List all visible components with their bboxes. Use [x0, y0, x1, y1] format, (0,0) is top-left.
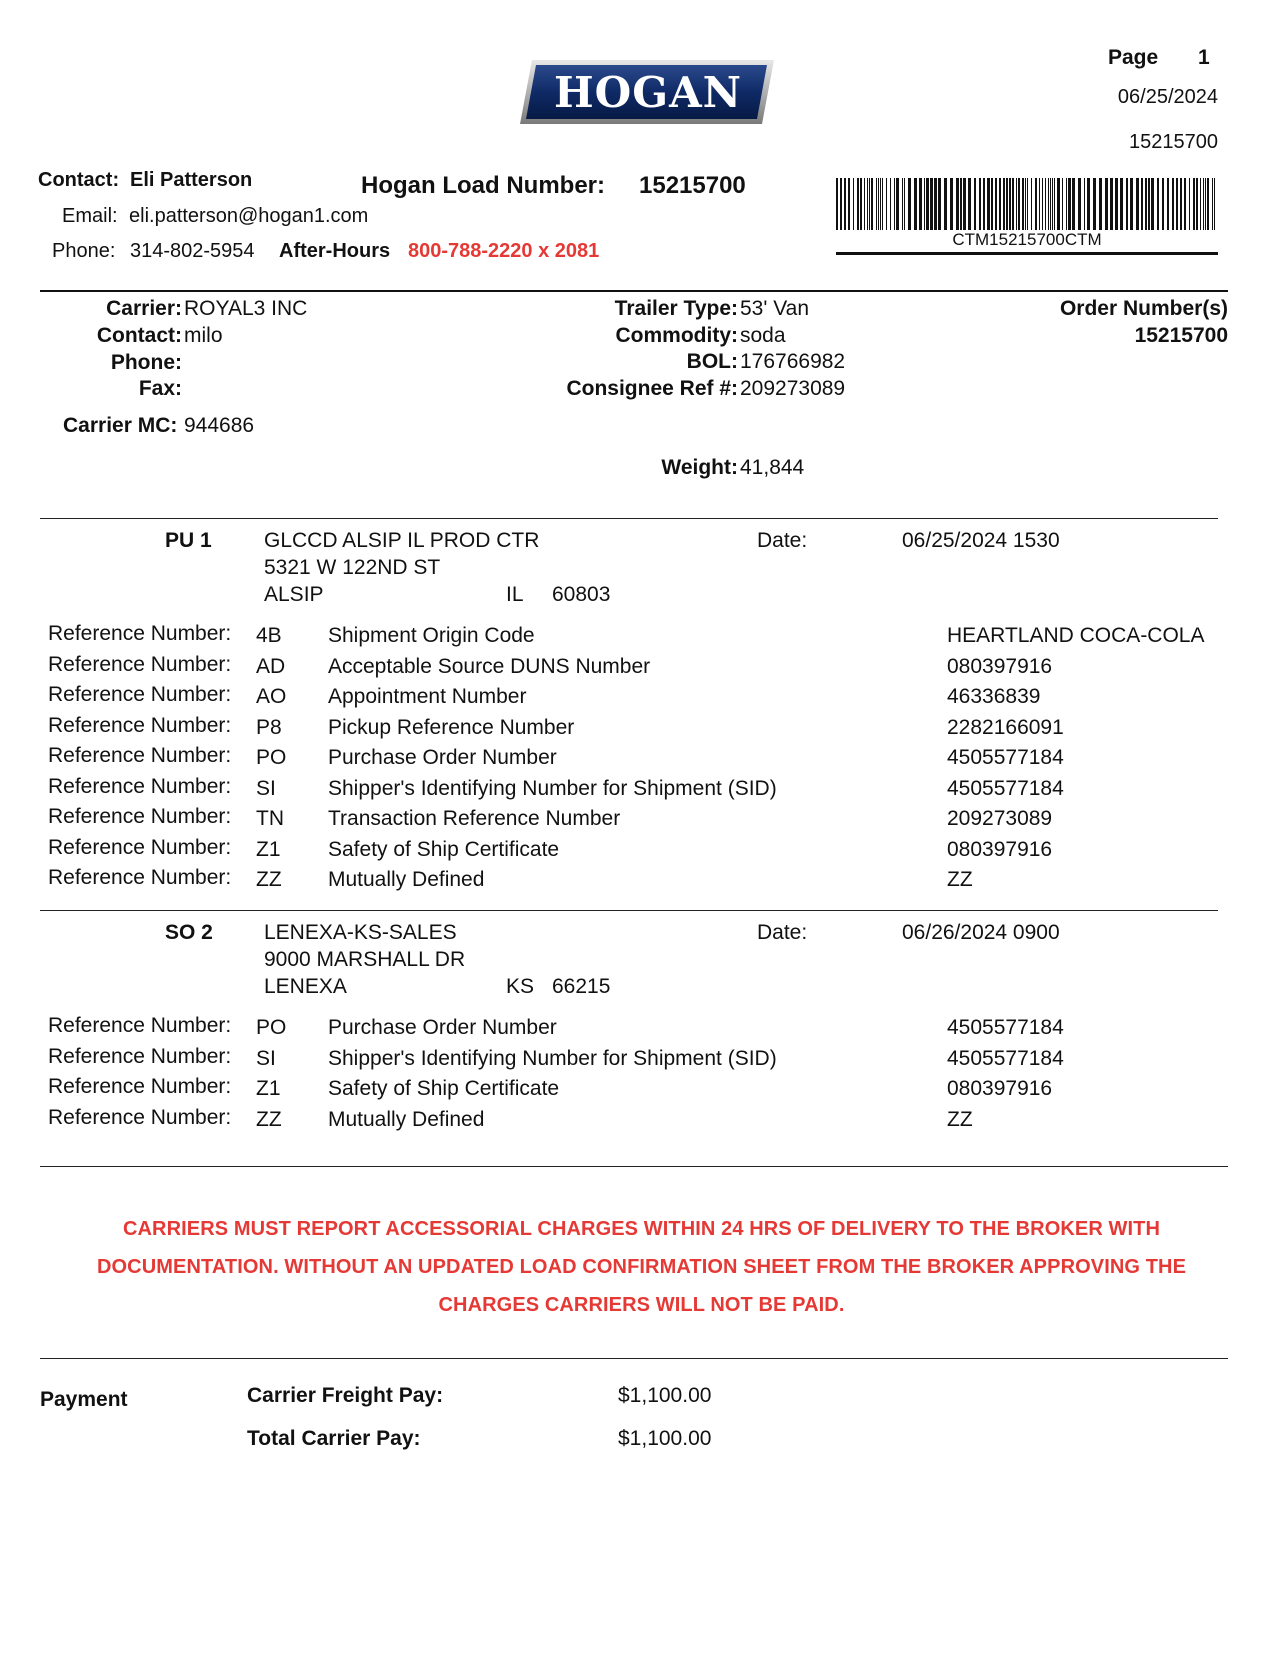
barcode-bar	[1072, 178, 1075, 230]
reference-description: Transaction Reference Number	[328, 807, 621, 830]
reference-row	[0, 1044, 1283, 1077]
barcode-bar	[938, 178, 941, 230]
barcode-bar	[1035, 178, 1037, 230]
stop-date-value: 06/25/2024 1530	[902, 529, 1060, 552]
reference-row	[0, 1077, 1283, 1107]
contact-label: Contact:	[38, 169, 120, 191]
carrier-value: ROYAL3 INC	[184, 297, 308, 320]
reference-row	[0, 652, 1283, 685]
barcode-bar	[1087, 178, 1090, 230]
barcode-bar	[987, 178, 990, 230]
barcode-bar	[1126, 178, 1128, 230]
reference-row	[0, 774, 1283, 807]
bol-value: 176766982	[740, 350, 846, 373]
barcode-bar	[1180, 178, 1182, 230]
barcode-bar	[853, 178, 854, 230]
barcode-bar	[1145, 178, 1147, 230]
barcode-bar	[930, 178, 933, 230]
reference-code: AO	[256, 685, 287, 708]
reference-code: ZZ	[256, 1107, 282, 1131]
reference-code: Z1	[256, 1077, 281, 1100]
reference-code: PO	[256, 746, 287, 769]
after-hours-label: After-Hours	[279, 240, 391, 262]
barcode-bar	[999, 178, 1001, 230]
barcode-bar	[1196, 178, 1198, 230]
barcode-bar	[867, 178, 868, 230]
barcode-bar	[1167, 178, 1169, 230]
barcode-bar	[1050, 178, 1051, 230]
reference-value: 46336839	[947, 685, 1041, 708]
barcode-bar	[919, 178, 922, 230]
barcode-bar	[864, 178, 865, 230]
reference-code: 4B	[256, 624, 282, 647]
email-label: Email:	[62, 205, 118, 227]
reference-row	[0, 624, 1283, 654]
reference-code: AD	[256, 654, 286, 678]
barcode-bar	[991, 178, 993, 230]
stop-city: LENEXA	[264, 975, 347, 998]
total-pay-value: $1,100.00	[618, 1427, 712, 1450]
barcode-bar	[1141, 178, 1143, 230]
reference-code: ZZ	[256, 868, 282, 891]
barcode-bar	[1066, 178, 1067, 230]
reference-description: Safety of Ship Certificate	[328, 1077, 560, 1100]
barcode-bar	[950, 178, 953, 230]
barcode-bar	[1176, 178, 1178, 230]
weight-value: 41,844	[740, 456, 805, 479]
reference-row	[0, 713, 1283, 746]
barcode	[836, 178, 1218, 253]
stop-code: SO 2	[165, 921, 213, 944]
reference-value: ZZ	[947, 1107, 973, 1131]
carrier-contact-value: milo	[184, 324, 223, 347]
consignee-ref-value: 209273089	[740, 377, 846, 400]
stop-date-value: 06/26/2024 0900	[902, 921, 1060, 944]
carrier-contact-label: Contact:	[96, 324, 182, 347]
reference-description: Purchase Order Number	[328, 746, 557, 769]
barcode-bar	[882, 178, 883, 230]
reference-label: Reference Number:	[48, 1075, 232, 1098]
reference-label: Reference Number:	[48, 835, 232, 859]
notice-line-2: DOCUMENTATION. WITHOUT AN UPDATED LOAD CONFIRMATION SHEET FROM THE BROKER APPROVING THE	[96, 1256, 1187, 1278]
barcode-bar	[1027, 178, 1028, 230]
reference-row	[0, 835, 1283, 868]
barcode-bar	[1048, 178, 1049, 230]
barcode-bar	[1200, 178, 1201, 230]
barcode-bar	[1042, 178, 1043, 230]
barcode-bar	[1078, 178, 1081, 230]
carrier-label: Carrier:	[106, 297, 182, 320]
barcode-bar	[1099, 178, 1102, 230]
bol-label: BOL:	[686, 350, 738, 373]
reference-label: Reference Number:	[48, 774, 232, 798]
barcode-bar	[1214, 178, 1215, 230]
notice-line-1: CARRIERS MUST REPORT ACCESSORIAL CHARGES WITHIN 24 HRS OF DELIVERY TO THE BROKER WITH	[122, 1218, 1161, 1240]
stop-address: 9000 MARSHALL DR	[264, 948, 466, 971]
reference-code: SI	[256, 1046, 276, 1070]
barcode-bar	[1012, 178, 1014, 230]
barcode-bar	[896, 178, 899, 230]
barcode-bar	[1009, 178, 1011, 230]
reference-label: Reference Number:	[48, 713, 232, 737]
trailer-type-value: 53' Van	[740, 297, 810, 320]
barcode-bar	[1105, 178, 1108, 230]
barcode-bar	[926, 178, 929, 230]
barcode-bars	[836, 178, 1218, 230]
reference-description: Pickup Reference Number	[328, 715, 575, 739]
order-number-value: 15215700	[1134, 324, 1228, 347]
section-divider	[40, 1166, 1228, 1167]
stop-divider	[40, 910, 1218, 911]
barcode-bar	[956, 178, 959, 230]
barcode-bar	[1022, 178, 1024, 230]
reference-description: Shipper's Identifying Number for Shipment (SID)	[328, 776, 777, 800]
reference-value: 4505577184	[947, 1046, 1064, 1070]
barcode-bar	[902, 178, 903, 230]
carrier-mc-label: Carrier MC:	[63, 414, 178, 437]
barcode-bar	[1120, 178, 1123, 230]
reference-row	[0, 868, 1283, 898]
reference-value: 080397916	[947, 654, 1053, 678]
barcode-bar	[857, 178, 859, 230]
barcode-bar	[836, 178, 838, 230]
barcode-bar	[1045, 178, 1046, 230]
reference-value: 4505577184	[947, 746, 1064, 769]
barcode-bar	[974, 178, 976, 230]
trailer-type-label: Trailer Type:	[614, 297, 738, 320]
reference-description: Mutually Defined	[328, 868, 485, 891]
barcode-bar	[1006, 178, 1008, 230]
contact-name: Eli Patterson	[130, 169, 253, 191]
reference-label: Reference Number:	[48, 1044, 232, 1068]
barcode-bar	[1130, 178, 1133, 230]
barcode-bar	[1189, 178, 1190, 230]
reference-row	[0, 807, 1283, 837]
reference-code: P8	[256, 715, 282, 739]
stop-state: KS	[506, 975, 535, 998]
stop-zip: 60803	[552, 583, 611, 606]
barcode-bar	[1052, 178, 1053, 230]
barcode-bar	[1136, 178, 1139, 230]
barcode-bar	[1162, 178, 1164, 230]
barcode-bar	[1068, 178, 1071, 230]
freight-pay-value: $1,100.00	[618, 1384, 712, 1407]
reference-value: 4505577184	[947, 1016, 1064, 1039]
barcode-bar	[844, 178, 846, 230]
reference-code: SI	[256, 776, 276, 800]
barcode-bar	[1205, 178, 1206, 230]
commodity-label: Commodity:	[615, 324, 738, 347]
notice-line-3: CHARGES CARRIERS WILL NOT BE PAID.	[438, 1294, 845, 1316]
reference-value: HEARTLAND COCA-COLA	[947, 624, 1205, 647]
page-date: 06/25/2024	[1117, 86, 1218, 108]
reference-description: Acceptable Source DUNS Number	[328, 654, 651, 678]
barcode-text: CTM15215700CTM	[952, 230, 1102, 249]
stop-state: IL	[506, 583, 524, 606]
reference-code: TN	[256, 807, 284, 830]
reference-code: Z1	[256, 837, 281, 861]
reference-value: 209273089	[947, 807, 1053, 830]
barcode-bar	[876, 178, 877, 230]
stop-date-label: Date:	[757, 921, 808, 944]
reference-row	[0, 685, 1283, 715]
reference-row	[0, 746, 1283, 776]
barcode-bar	[1039, 178, 1040, 230]
reference-description: Appointment Number	[328, 685, 527, 708]
barcode-bar	[944, 178, 947, 230]
reference-description: Safety of Ship Certificate	[328, 837, 560, 861]
reference-value: 2282166091	[947, 715, 1064, 739]
reference-label: Reference Number:	[48, 683, 232, 706]
barcode-bar	[1207, 178, 1209, 230]
barcode-bar	[1018, 178, 1020, 230]
barcode-bar	[1054, 178, 1055, 230]
reference-description: Mutually Defined	[328, 1107, 485, 1131]
barcode-bar	[1003, 178, 1005, 230]
logo-text: HOGAN	[553, 68, 743, 117]
stop-name: LENEXA-KS-SALES	[264, 921, 457, 944]
barcode-bar	[960, 178, 962, 230]
barcode-bar	[924, 178, 925, 230]
barcode-bar	[1031, 178, 1032, 230]
barcode-bar	[878, 178, 879, 230]
total-pay-label: Total Carrier Pay:	[247, 1427, 421, 1450]
barcode-bar	[1193, 178, 1195, 230]
stop-divider	[40, 518, 1218, 519]
load-number-value: 15215700	[639, 172, 746, 199]
reference-label: Reference Number:	[48, 805, 232, 828]
reference-label: Reference Number:	[48, 744, 232, 767]
barcode-bar	[848, 178, 850, 230]
reference-label: Reference Number:	[48, 1105, 232, 1129]
order-numbers-label: Order Number(s)	[1059, 297, 1228, 320]
freight-pay-label: Carrier Freight Pay:	[247, 1384, 444, 1407]
barcode-bar	[1172, 178, 1174, 230]
page-number: 1	[1198, 46, 1210, 69]
barcode-bar	[894, 178, 895, 230]
reference-description: Shipper's Identifying Number for Shipment (SID)	[328, 1046, 777, 1070]
carrier-mc-value: 944686	[184, 414, 255, 437]
barcode-bar	[1203, 178, 1204, 230]
stop-code: PU 1	[165, 529, 212, 552]
barcode-bar	[1093, 178, 1096, 230]
barcode-bar	[886, 178, 887, 230]
reference-value: 4505577184	[947, 776, 1064, 800]
barcode-bar	[1148, 178, 1150, 230]
stop-address: 5321 W 122ND ST	[264, 556, 441, 579]
reference-description: Shipment Origin Code	[328, 624, 535, 647]
barcode-bar	[1110, 178, 1113, 230]
reference-label: Reference Number:	[48, 866, 232, 889]
barcode-bar	[934, 178, 937, 230]
reference-label: Reference Number:	[48, 1014, 232, 1037]
stop-date-label: Date:	[757, 529, 808, 552]
barcode-bar	[995, 178, 997, 230]
barcode-bar	[963, 178, 966, 230]
email-value: eli.patterson@hogan1.com	[129, 205, 369, 227]
reference-value: 080397916	[947, 1077, 1053, 1100]
barcode-bar	[1212, 178, 1213, 230]
hogan-logo	[518, 58, 778, 126]
barcode-bar	[1084, 178, 1085, 230]
barcode-bar	[869, 178, 870, 230]
barcode-bar	[860, 178, 862, 230]
payment-label: Payment	[40, 1388, 128, 1411]
barcode-bar	[880, 178, 881, 230]
reference-row	[0, 1105, 1283, 1138]
section-divider	[40, 1358, 1228, 1359]
reference-description: Purchase Order Number	[328, 1016, 557, 1039]
barcode-bar	[1157, 178, 1159, 230]
reference-code: PO	[256, 1016, 287, 1039]
barcode-bar	[914, 178, 917, 230]
weight-label: Weight:	[661, 456, 738, 479]
stop-name: GLCCD ALSIP IL PROD CTR	[264, 529, 540, 552]
barcode-bar	[968, 178, 971, 230]
barcode-bar	[871, 178, 873, 230]
reference-label: Reference Number:	[48, 652, 232, 676]
barcode-bar	[979, 178, 981, 230]
barcode-bar	[890, 178, 891, 230]
load-number-label: Hogan Load Number:	[361, 172, 605, 199]
stop-city: ALSIP	[264, 583, 324, 606]
carrier-phone-label: Phone:	[110, 351, 182, 374]
barcode-bar	[1057, 178, 1060, 230]
barcode-bar	[840, 178, 842, 230]
consignee-ref-label: Consignee Ref #:	[566, 377, 738, 400]
barcode-bar	[1184, 178, 1186, 230]
page-label: Page	[1108, 46, 1159, 69]
barcode-bar	[1062, 178, 1063, 230]
reference-row	[0, 1016, 1283, 1046]
page-load-number: 15215700	[1129, 131, 1218, 153]
reference-value: 080397916	[947, 837, 1053, 861]
barcode-bar	[1025, 178, 1026, 230]
commodity-value: soda	[740, 324, 786, 347]
after-hours-phone: 800-788-2220 x 2081	[408, 240, 600, 262]
barcode-bar	[908, 178, 911, 230]
barcode-bar	[1151, 178, 1154, 230]
stop-zip: 66215	[552, 975, 611, 998]
reference-value: ZZ	[947, 868, 973, 891]
barcode-bar	[983, 178, 985, 230]
header-divider	[40, 290, 1228, 292]
phone-label: Phone:	[52, 240, 116, 262]
carrier-fax-label: Fax:	[138, 377, 182, 400]
phone-value: 314-802-5954	[130, 240, 255, 262]
barcode-bar	[1016, 178, 1017, 230]
reference-label: Reference Number:	[48, 622, 232, 645]
barcode-bar	[904, 178, 905, 230]
barcode-bar	[1115, 178, 1118, 230]
